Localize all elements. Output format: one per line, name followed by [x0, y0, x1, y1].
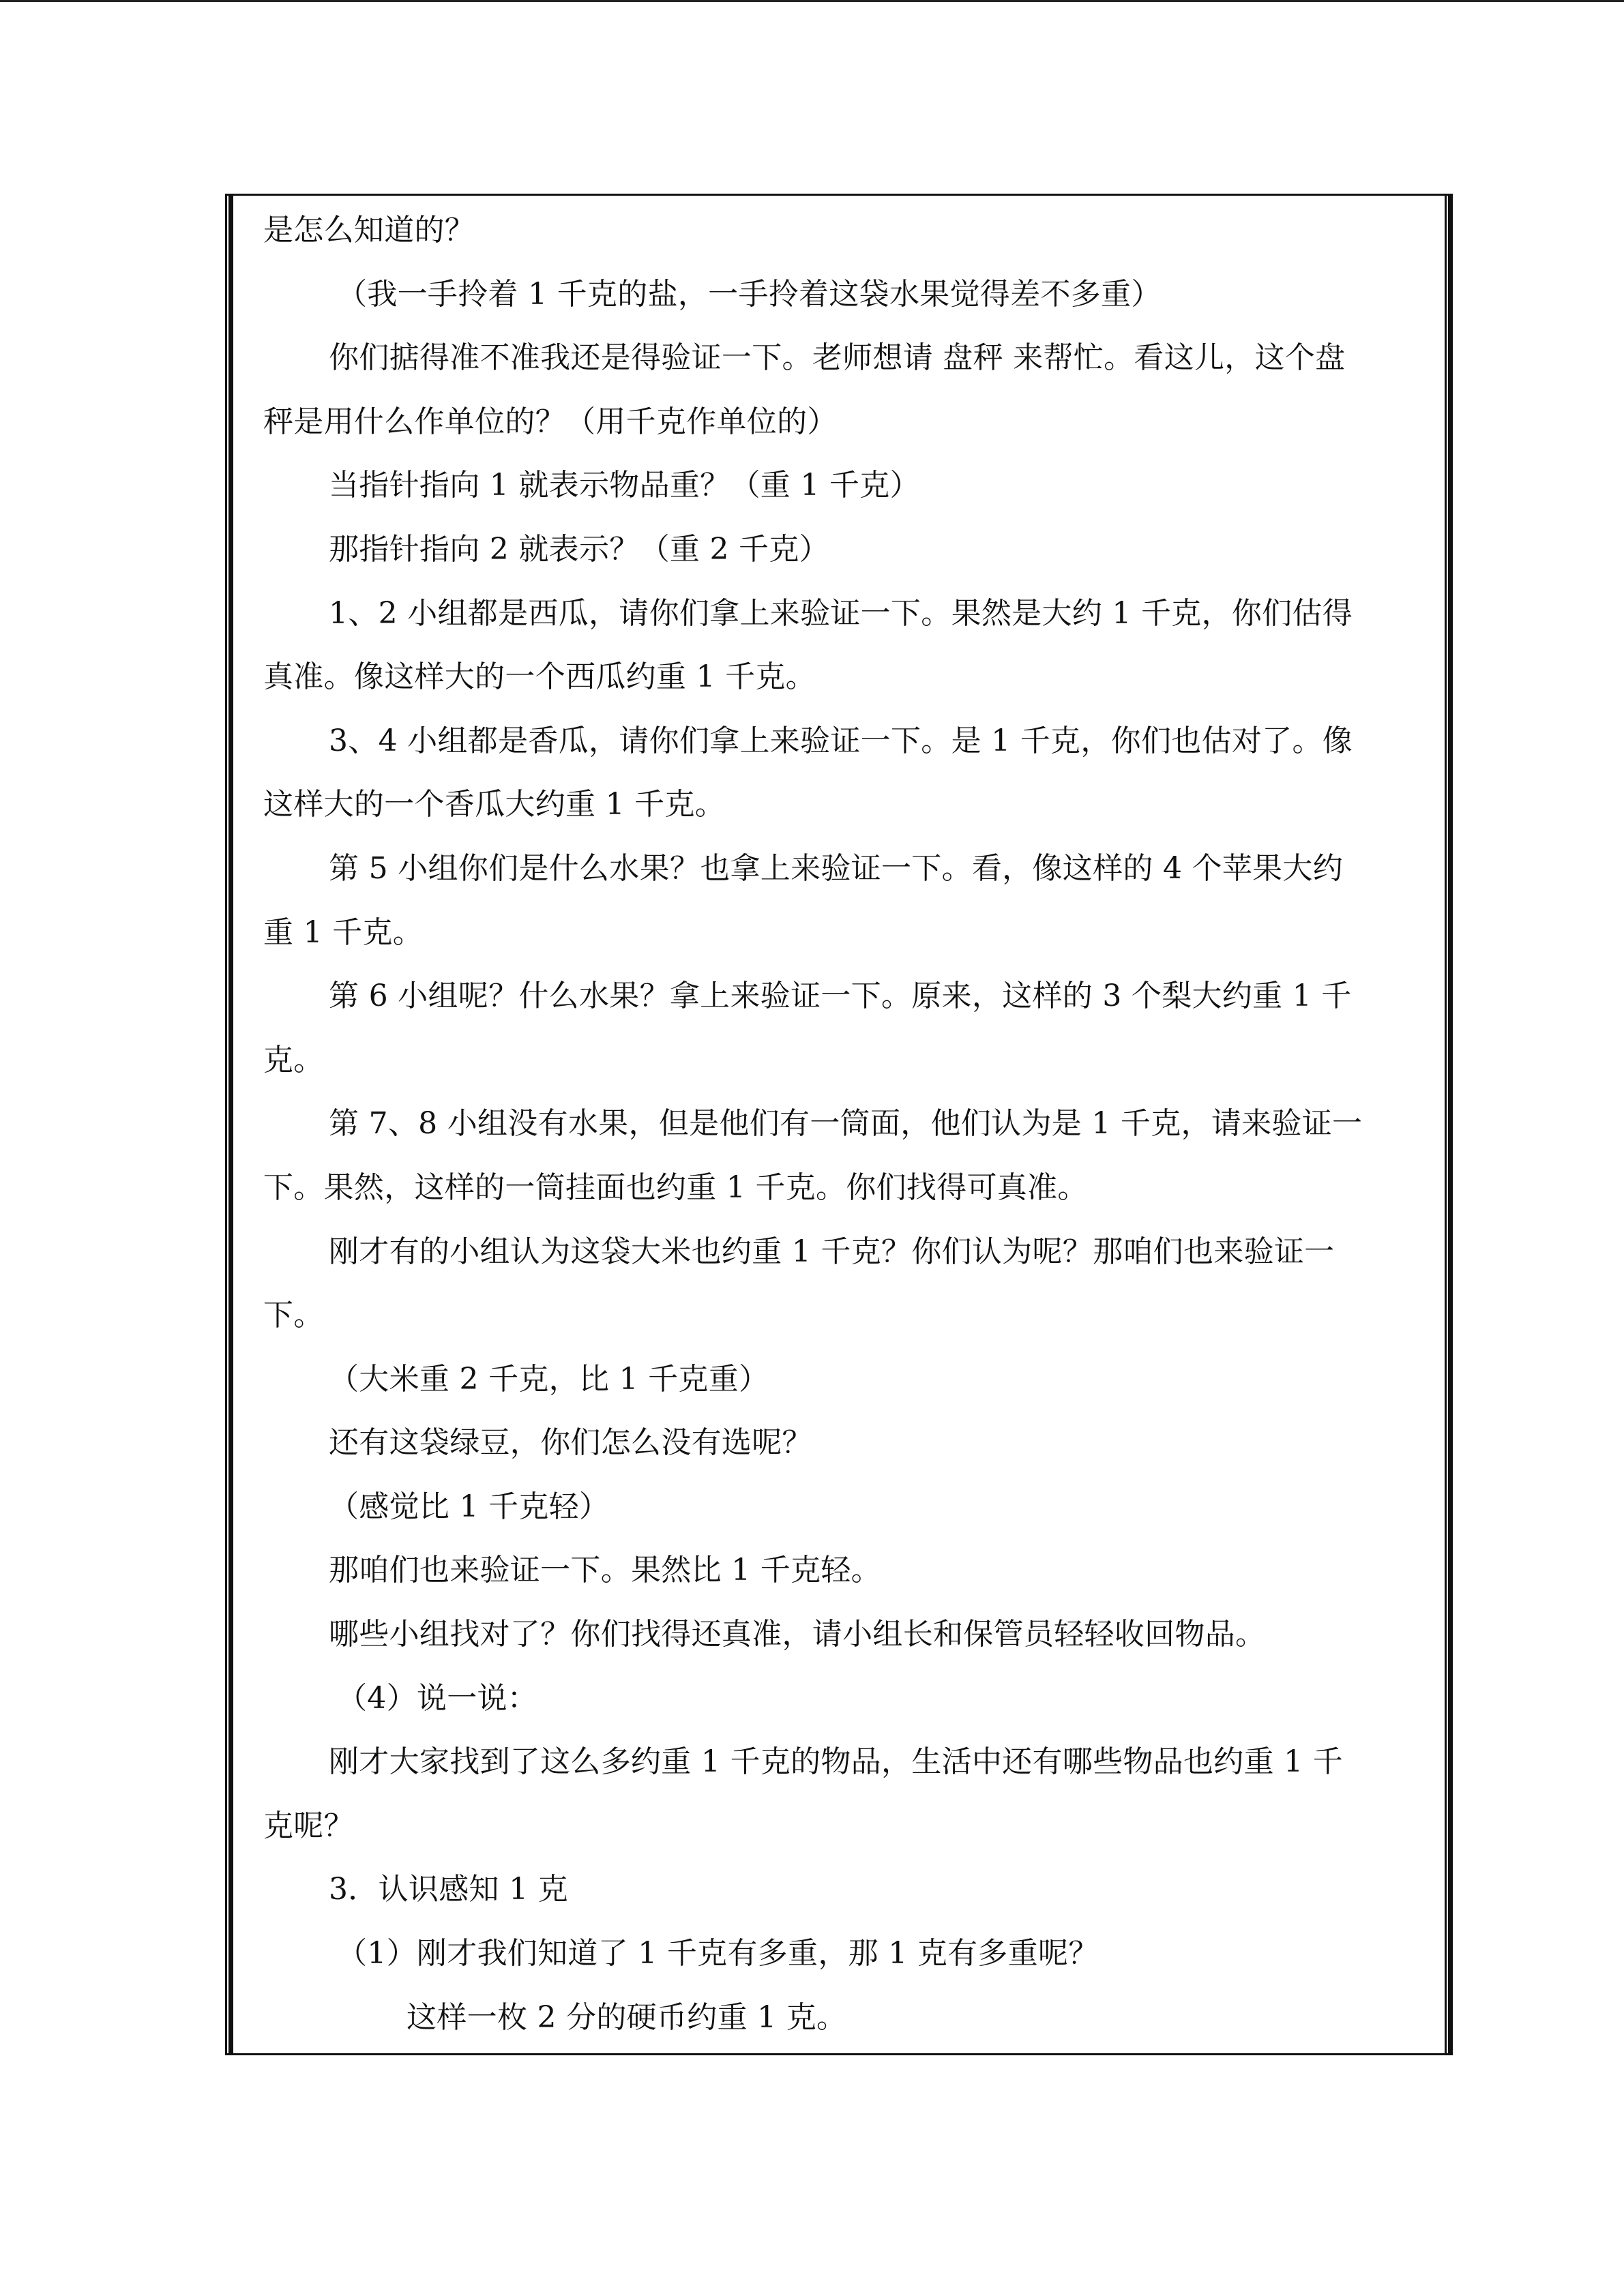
text-line: （我一手拎着 1 千克的盐，一手拎着这袋水果觉得差不多重） [337, 276, 1162, 312]
text-line: 刚才有的小组认为这袋大米也约重 1 千克？你们认为呢？那咱们也来验证一 [329, 1234, 1335, 1269]
text-line: 那指针指向 2 就表示？（重 2 千克） [329, 531, 829, 567]
text-line: 那咱们也来验证一下。果然比 1 千克轻。 [329, 1553, 881, 1588]
text-line: 克呢？ [263, 1808, 354, 1843]
lesson-text [263, 198, 1436, 2049]
text-line: 第 5 小组你们是什么水果？也拿上来验证一下。看，像这样的 4 个苹果大约 [329, 850, 1344, 886]
text-line: 真准。像这样大的一个西瓜约重 1 千克。 [263, 659, 816, 695]
text-line: （4）说一说： [337, 1680, 538, 1716]
text-line: 这样一枚 2 分的硬币约重 1 克。 [407, 1999, 847, 2035]
top-rule [0, 0, 1624, 2]
text-line: 哪些小组找对了？你们找得还真准，请小组长和保管员轻轻收回物品。 [329, 1617, 1266, 1652]
text-line: 第 7、8 小组没有水果，但是他们有一筒面，他们认为是 1 千克，请来验证一 [329, 1106, 1363, 1142]
text-line: 这样大的一个香瓜大约重 1 千克。 [263, 787, 726, 822]
text-line: 刚才大家找到了这么多约重 1 千克的物品，生活中还有哪些物品也约重 1 千 [329, 1744, 1344, 1780]
text-line: 3、4 小组都是香瓜，请你们拿上来验证一下。是 1 千克，你们也估对了。像 [329, 723, 1353, 758]
text-line: （1）刚才我们知道了 1 千克有多重，那 1 克有多重呢？ [337, 1936, 1099, 1971]
text-line: 秤是用什么作单位的？（用千克作单位的） [263, 404, 838, 439]
text-line: （感觉比 1 千克轻） [329, 1489, 610, 1524]
text-line: 克。 [263, 1042, 324, 1077]
text-line: 第 6 小组呢？什么水果？拿上来验证一下。原来，这样的 3 个梨大约重 1 千 [329, 979, 1352, 1014]
text-line: 1、2 小组都是西瓜，请你们拿上来验证一下。果然是大约 1 千克，你们估得 [329, 595, 1353, 631]
text-line: 还有这袋绿豆，你们怎么没有选呢？ [329, 1425, 812, 1461]
text-line: 3．认识感知 1 克 [329, 1872, 568, 1907]
text-line: 下。 [263, 1298, 324, 1333]
table-cell-frame [225, 194, 1453, 2055]
text-line: 下。果然，这样的一筒挂面也约重 1 千克。你们找得可真准。 [263, 1169, 1088, 1205]
text-line: （大米重 2 千克，比 1 千克重） [329, 1361, 769, 1397]
text-line: 重 1 千克。 [263, 914, 424, 950]
text-line: 你们掂得准不准我还是得验证一下。老师想请 盘秤 来帮忙。看这儿，这个盘 [329, 340, 1346, 376]
text-line: 是怎么知道的？ [263, 213, 475, 248]
text-line: 当指针指向 1 就表示物品重？（重 1 千克） [329, 468, 920, 503]
